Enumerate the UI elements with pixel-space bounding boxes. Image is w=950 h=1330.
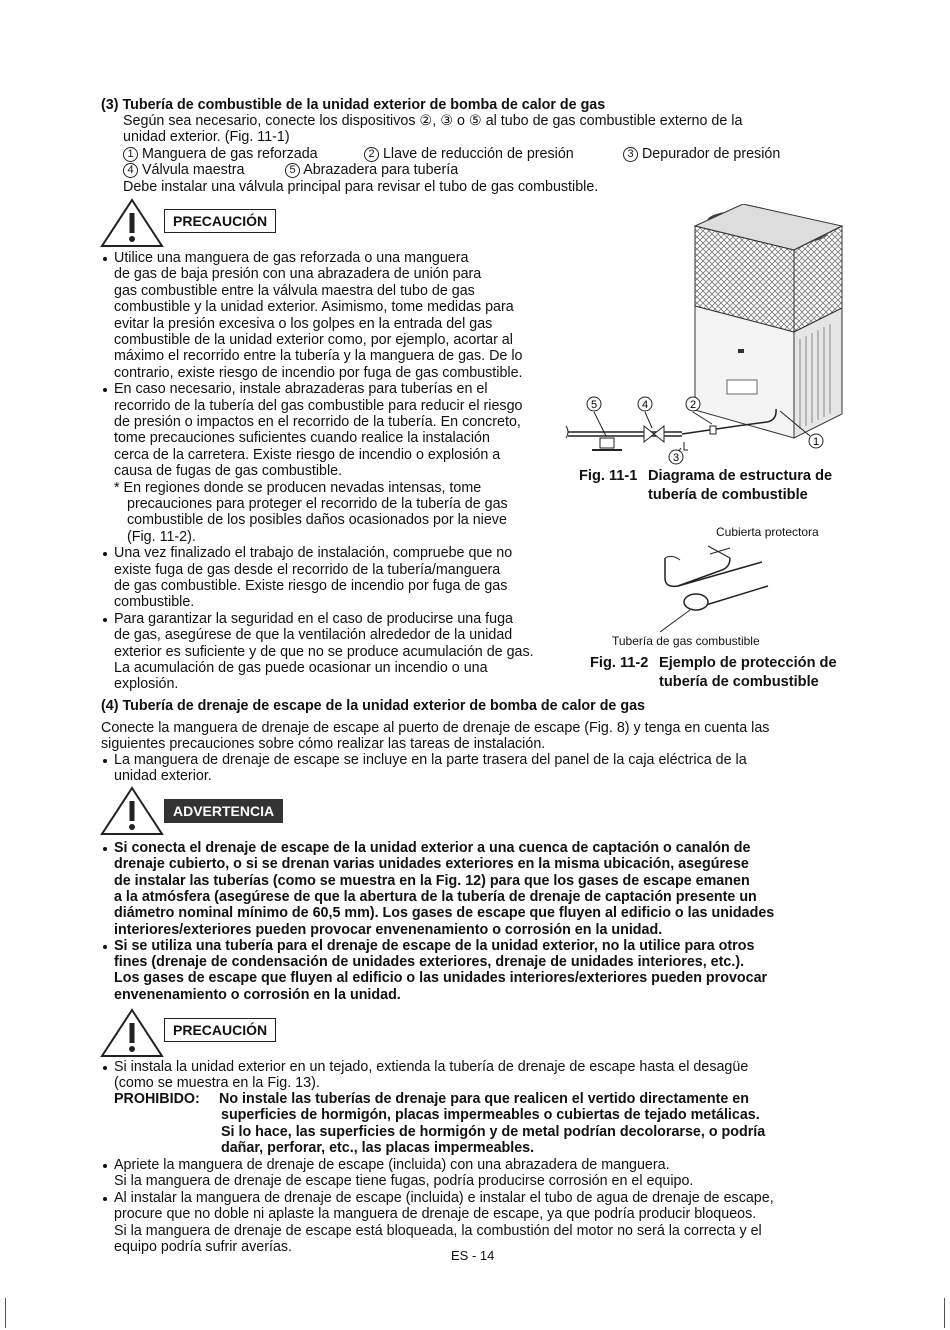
section3-bullet-line: combustible de la unidad exterior como, por ejemplo, acortar al [114, 332, 513, 348]
section3-bullet-line: combustible. [114, 594, 195, 611]
bullet [103, 1164, 107, 1168]
warning-line: Si conecta el drenaje de escape de la unidad exterior a una cuenca de captación o canalón de [114, 840, 751, 856]
caution2-bullet3-line: Al instalar la manguera de drenaje de escape (incluida) e instalar el tubo de agua de drenaje de escape, [114, 1190, 774, 1206]
section3-heading: (3) Tubería de combustible de la unidad exterior de bomba de calor de gas [101, 97, 606, 113]
section3-bullet-line: de presión o impactos en el recorrido de la tubería. En concreto, [114, 414, 521, 430]
warning-line: interiores/exteriores pueden provocar envenenamiento o corrosión en la unidad. [114, 921, 663, 938]
crop-mark [5, 1298, 6, 1328]
marker-4: 4 [641, 399, 649, 411]
section3-bullet-line: exterior es suficiente y de que no se produce acumulación de gas. [114, 643, 534, 660]
bullet [103, 618, 107, 622]
section3-bullet-line: explosión. [114, 676, 179, 693]
caution2-bullet1-line2: (como se muestra en la Fig. 13). [114, 1075, 320, 1091]
section3-bullet-line: Utilice una manguera de gas reforzada o una manguera [114, 250, 469, 266]
caution-warning-icon-2 [100, 1008, 164, 1058]
section4-bullet1-line2: unidad exterior. [114, 768, 212, 784]
caution2-bullet2-line1: Apriete la manguera de drenaje de escape (incluida) con una abrazadera de manguera. [114, 1157, 670, 1173]
legend-item-2: 2 Llave de reducción de presión [364, 146, 574, 162]
caution2-bullet3-line: procure que no doble ni aplaste la manguera de drenaje de escape, ya que podría producir bloqueos. [114, 1206, 757, 1223]
section4-para-line2: siguientes precauciones sobre cómo realizar las tareas de instalación. [101, 736, 546, 752]
section3-bullet-line: Una vez finalizado el trabajo de instalación, compruebe que no [114, 545, 513, 562]
caution-warning-icon [100, 198, 164, 248]
warning-label: ADVERTENCIA [164, 799, 283, 823]
prohibited-line: superficies de hormigón, placas impermeables o cubiertas de tejado metálicas. [221, 1107, 760, 1124]
caution-label-2: PRECAUCIÓN [164, 1018, 276, 1042]
section3-intro-line1: Según sea necesario, conecte los dispositivos ②, ③ o ⑤ al tubo de gas combustible externo de la [123, 113, 743, 129]
warning-icon [100, 786, 164, 836]
section3-bullet-line: recorrido de la tubería del gas combustible para reducir el riesgo [114, 397, 523, 414]
section3-bullet-line: gas combustible entre la válvula maestra del tubo de gas [114, 282, 475, 299]
section4-para-line1: Conecte la manguera de drenaje de escape al puerto de drenaje de escape (Fig. 8) y tenga en cuenta las [101, 720, 770, 736]
caution2-bullet3-line: Si la manguera de drenaje de escape está bloqueada, la combustión del motor no será la correcta y el [114, 1222, 762, 1239]
section3-bullet-line: contrario, existe riesgo de incendio por fuga de gas combustible. [114, 364, 523, 381]
section3-intro-line2: unidad exterior. (Fig. 11-1) [123, 129, 290, 145]
marker-3: 3 [672, 452, 680, 464]
section3-bullet-line: máximo el recorrido entre la tubería y la manguera de gas. De lo [114, 348, 523, 365]
warning-line: Si se utiliza una tubería para el drenaje de escape de la unidad exterior, no la utilice para otros [114, 937, 755, 954]
section3-bullet-line: cerca de la carretera. Existe riesgo de incendio o explosión a [114, 446, 501, 463]
prohibited-line: Si lo hace, las superficies de hormigón y de metal podrían decolorarse, o podría [221, 1123, 766, 1140]
bullet [103, 945, 107, 949]
fig11-1-number: Fig. 11-1 [579, 468, 638, 484]
prohibited-label: PROHIBIDO: [114, 1091, 200, 1107]
section3-bullet-line: En caso necesario, instale abrazaderas para tuberías en el [114, 381, 488, 398]
warning-line: de instalar las tuberías (como se muestra en la Fig. 12) para que los gases de escape emanen [114, 872, 750, 889]
section3-bullet-line: precauciones para proteger el recorrido de la tubería de gas [127, 496, 508, 512]
section4-bullet1-line1: La manguera de drenaje de escape se incluye en la parte trasera del panel de la caja eléctrica de la [114, 752, 747, 768]
section3-bullet-line: * En regiones donde se producen nevadas intensas, tome [114, 479, 482, 496]
marker-5: 5 [590, 399, 598, 411]
section3-bullet-line: de gas, asegúrese de que la ventilación alrededor de la unidad [114, 627, 513, 644]
bullet [103, 552, 107, 556]
section3-note: Debe instalar una válvula principal para revisar el tubo de gas combustible. [123, 179, 599, 195]
fig11-2-label-protective-cover: Cubierta protectora [716, 525, 819, 539]
section3-bullet-line: (Fig. 11-2). [127, 528, 196, 545]
caution2-bullet2-line2: Si la manguera de drenaje de escape tiene fugas, podría producirse corrosión en el equipo. [114, 1173, 694, 1189]
marker-2: 2 [689, 399, 697, 411]
section3-bullet-line: evitar la presión excesiva o los golpes en la entrada del gas [114, 315, 493, 332]
prohibited-line: No instale las tuberías de drenaje para que realicen el vertido directamente en [219, 1091, 749, 1107]
pipe-protection-illustration [650, 540, 790, 640]
fig11-1-caption-line2: tubería de combustible [648, 487, 808, 503]
legend-item-1: 1 Manguera de gas reforzada [123, 146, 318, 162]
bullet [103, 388, 107, 392]
bullet [103, 1197, 107, 1201]
fig11-2-caption-line2: tubería de combustible [659, 674, 819, 690]
fuel-piping-diagram [562, 204, 852, 466]
caution2-bullet3-line: equipo podría sufrir averías. [114, 1239, 293, 1256]
caution2-bullet1-line1: Si instala la unidad exterior en un tejado, extienda la tubería de drenaje de escape hasta el desagüe [114, 1059, 749, 1075]
warning-line: a la atmósfera (asegúrese de que la abertura de la tubería de drenaje de captación presente un [114, 888, 757, 905]
legend-item-5: 5 Abrazadera para tubería [285, 162, 458, 178]
fig11-1-caption-line1: Diagrama de estructura de [648, 468, 833, 484]
bullet [103, 847, 107, 851]
section3-bullet-line: tome precauciones suficientes cuando realice la instalación [114, 430, 490, 447]
section3-bullet-line: combustible y la unidad exterior. Asimismo, tome medidas para [114, 299, 514, 316]
crop-mark [944, 1298, 945, 1328]
bullet [103, 759, 107, 763]
legend-item-3: 3 Depurador de presión [623, 146, 780, 162]
warning-line: fines (drenaje de condensación de unidades exteriores, drenaje de unidades interiores, etc.). [114, 954, 745, 971]
fig11-2-number: Fig. 11-2 [590, 655, 649, 671]
section3-bullet-line: La acumulación de gas puede ocasionar un incendio o una [114, 660, 488, 676]
legend-item-4: 4 Válvula maestra [123, 162, 245, 178]
page-number: ES - 14 [451, 1248, 495, 1263]
marker-1: 1 [812, 436, 820, 448]
section3-bullet-line: Para garantizar la seguridad en el caso de producirse una fuga [114, 610, 513, 627]
section3-bullet-line: de gas de baja presión con una abrazadera de unión para [114, 266, 482, 283]
section4-heading: (4) Tubería de drenaje de escape de la unidad exterior de bomba de calor de gas [101, 698, 645, 714]
warning-line: drenaje cubierto, o si se drenan varias unidades exteriores en la misma ubicación, asegúrese [114, 856, 749, 873]
warning-line: envenenamiento o corrosión en la unidad. [114, 986, 401, 1003]
section3-bullet-line: combustible de los posibles daños ocasionados por la nieve [127, 512, 507, 529]
fig11-2-caption-line1: Ejemplo de protección de [659, 655, 837, 671]
section3-bullet-line: existe fuga de gas desde el recorrido de la tubería/manguera [114, 561, 501, 578]
fig11-2-label-fuel-pipe: Tubería de gas combustible [612, 634, 760, 648]
prohibited-line: dañar, perforar, etc., las placas impermeables. [221, 1140, 535, 1157]
bullet [103, 1066, 107, 1070]
section3-bullet-line: de gas combustible. Existe riesgo de incendio por fuga de gas [114, 578, 508, 594]
section3-bullet-line: causa de fugas de gas combustible. [114, 463, 343, 480]
warning-line: diámetro nominal mínimo de 60,5 mm). Los gases de escape que fluyen al edificio o las unidades [114, 905, 775, 922]
caution-label: PRECAUCIÓN [164, 209, 276, 233]
bullet [103, 257, 107, 261]
warning-line: Los gases de escape que fluyen al edificio o las unidades interiores/exteriores pueden provocar [114, 970, 768, 987]
